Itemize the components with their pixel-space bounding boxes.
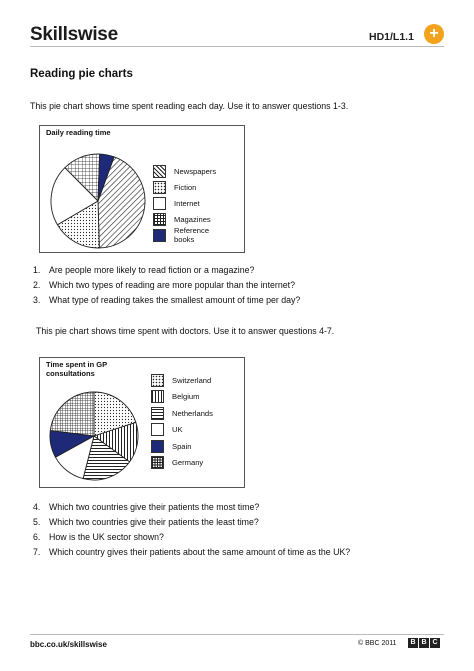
worksheet-code: HD1/L1.1 bbox=[369, 31, 414, 43]
legend-label: Germany bbox=[172, 458, 204, 467]
legend-swatch bbox=[153, 165, 166, 178]
legend-swatch bbox=[151, 407, 164, 420]
legend-item bbox=[151, 439, 191, 453]
legend-swatch bbox=[153, 181, 166, 194]
question-7: 7. Which country gives their patients about the same amount of time as the UK? bbox=[33, 547, 351, 557]
footer-url[interactable]: bbc.co.uk/skillswise bbox=[30, 640, 107, 649]
legend-label: Spain bbox=[172, 441, 192, 451]
legend-label: Internet bbox=[174, 198, 200, 208]
legend-swatch bbox=[151, 423, 164, 436]
legend-label: Reference books bbox=[174, 226, 210, 244]
legend-item bbox=[151, 390, 199, 404]
chart-gp bbox=[39, 357, 245, 488]
legend-label: Magazines bbox=[174, 214, 211, 224]
question-4: 4. Which two countries give their patients the most time? bbox=[33, 502, 260, 512]
legend-label: UK bbox=[172, 425, 183, 434]
legend-label: Fiction bbox=[174, 182, 197, 192]
legend-swatch bbox=[153, 213, 166, 226]
bbc-letter: B bbox=[419, 638, 429, 648]
legend-item bbox=[151, 373, 211, 387]
legend-swatch bbox=[151, 390, 164, 403]
chart-reading bbox=[39, 125, 245, 253]
bbc-letter: B bbox=[408, 638, 418, 648]
intro-text-doctors: This pie chart shows time spent with doctors. Use it to answer questions 4-7. bbox=[36, 326, 335, 336]
legend-label: Newspapers bbox=[174, 166, 217, 176]
question-2: 2. Which two types of reading are more popular than the internet? bbox=[33, 280, 295, 290]
legend-item bbox=[153, 180, 196, 194]
legend-label: Netherlands bbox=[172, 408, 213, 418]
pie-chart-gp bbox=[40, 358, 246, 489]
legend-item bbox=[153, 212, 211, 226]
plus-icon: + bbox=[424, 24, 444, 44]
legend-item bbox=[153, 228, 209, 242]
footer-divider bbox=[30, 634, 444, 635]
legend-label: Switzerland bbox=[172, 375, 212, 385]
question-5: 5. Which two countries give their patients the least time? bbox=[33, 517, 259, 527]
legend-swatch bbox=[151, 374, 164, 387]
footer-copyright: © BBC 2011 bbox=[358, 640, 397, 647]
legend-swatch bbox=[153, 197, 166, 210]
header-divider bbox=[30, 46, 444, 47]
legend-swatch bbox=[151, 440, 164, 453]
legend-swatch bbox=[153, 229, 166, 242]
bbc-letter: C bbox=[430, 638, 440, 648]
legend-swatch bbox=[151, 456, 164, 469]
page-title: Reading pie charts bbox=[30, 68, 133, 80]
chart-title: Time spent in GP consultations bbox=[46, 360, 107, 378]
intro-text-reading: This pie chart shows time spent reading each day. Use it to answer questions 1-3. bbox=[30, 101, 349, 111]
pie-chart-reading bbox=[40, 126, 246, 254]
legend-item bbox=[151, 423, 183, 437]
legend-label: Belgium bbox=[172, 392, 200, 401]
pie-slice-germany bbox=[50, 392, 94, 436]
chart-title: Daily reading time bbox=[46, 128, 111, 137]
legend-item bbox=[151, 406, 213, 420]
legend-item bbox=[151, 456, 203, 470]
legend-item bbox=[153, 164, 216, 178]
bbc-logo bbox=[408, 638, 441, 648]
question-6: 6. How is the UK sector shown? bbox=[33, 532, 164, 542]
question-3: 3. What type of reading takes the smallest amount of time per day? bbox=[33, 295, 301, 305]
skillswise-logo: Skillswise bbox=[30, 24, 118, 45]
page-header bbox=[0, 0, 474, 60]
question-1: 1. Are people more likely to read fiction or a magazine? bbox=[33, 265, 255, 275]
legend-item bbox=[153, 196, 200, 210]
